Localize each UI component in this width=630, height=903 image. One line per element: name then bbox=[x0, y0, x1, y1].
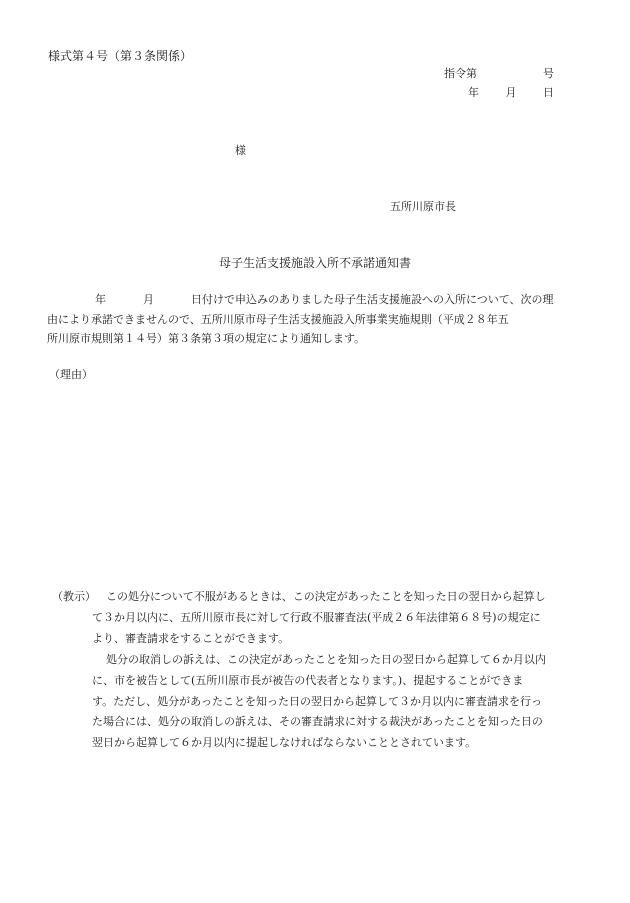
notice-line-1: この処分について不服があるときは、この決定があったことを知った日の翌日から起算し bbox=[106, 590, 546, 603]
reference-number-line bbox=[444, 68, 554, 79]
body-line-1 bbox=[47, 294, 579, 305]
reference-prefix: 指令第 bbox=[444, 67, 477, 80]
document-title: 母子生活支援施設入所不承諾通知書 bbox=[218, 256, 411, 270]
notice-line-3: より、審査請求をすることができます。 bbox=[92, 632, 290, 645]
body-month: 月 bbox=[143, 293, 154, 306]
date-month: 月 bbox=[505, 86, 517, 99]
notice-line-8: 翌日から起算して６か月以内に提起しなければならないこととされています。 bbox=[92, 736, 477, 749]
sender-name: 五所川原市長 bbox=[390, 200, 456, 213]
reason-label: （理由） bbox=[49, 368, 93, 381]
notice-line-5: に、市を被告として(五所川原市長が被告の代表者となります。)、提起することができま bbox=[92, 674, 524, 687]
notice-line-6: す。ただし、処分があったことを知った日の翌日から起算して３か月以内に審査請求を行っ bbox=[92, 695, 543, 708]
notice-line-4: 処分の取消しの訴えは、この決定があったことを知った日の翌日から起算して６か月以内 bbox=[106, 653, 546, 666]
body-year: 年 bbox=[95, 293, 106, 306]
notice-line-2: て３か月以内に、五所川原市長に対して行政不服審査法(平成２６年法律第６８号)の規定に bbox=[92, 611, 541, 624]
notice-line-7: た場合には、処分の取消しの訴えは、その審査請求に対する裁決があったことを知った日の bbox=[92, 715, 543, 728]
reference-suffix: 号 bbox=[543, 67, 554, 80]
body-line-1-text: 日付けで申込みのありました母子生活支援施設への入所について、次の理 bbox=[191, 293, 554, 306]
body-line-3: 所川原市規則第１４号）第３条第３項の規定により通知します。 bbox=[47, 332, 366, 345]
notice-label: （教示） bbox=[52, 590, 96, 603]
date-day: 日 bbox=[543, 86, 554, 99]
date-year: 年 bbox=[468, 86, 479, 99]
issue-date-line bbox=[468, 87, 554, 98]
recipient-honorific: 様 bbox=[235, 144, 246, 157]
form-number: 様式第４号（第３条関係） bbox=[48, 49, 193, 63]
body-line-2: 由により承諾できませんので、五所川原市母子生活支援施設入所事業実施規則（平成２８年五 bbox=[47, 313, 509, 326]
